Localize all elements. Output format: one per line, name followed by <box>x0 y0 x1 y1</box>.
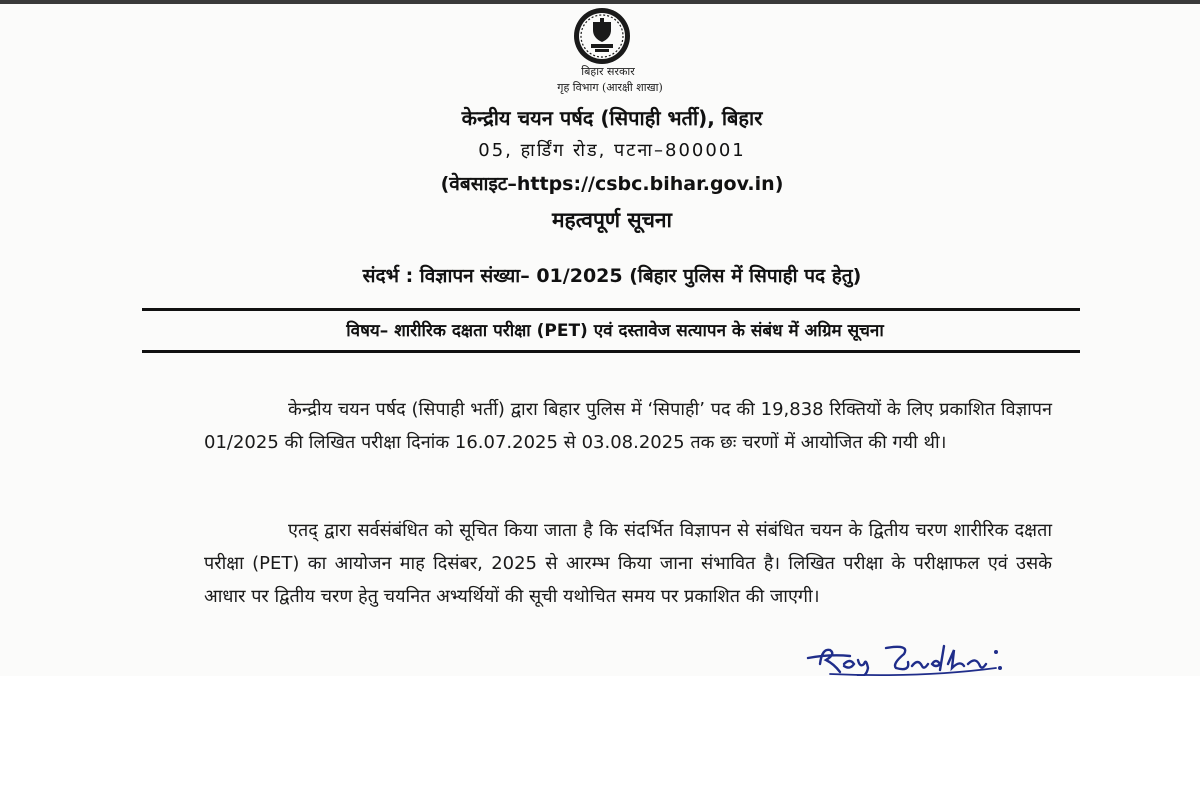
website-line: (वेबसाइट–https://csbc.bihar.gov.in) <box>440 173 784 195</box>
subject-line: विषय– शारीरिक दक्षता परीक्षा (PET) एवं दस्तावेज सत्यापन के संबंध में अग्रिम सूचना <box>346 321 884 341</box>
notice-title: महत्वपूर्ण सूचना <box>552 208 672 232</box>
body-paragraph-2 <box>204 514 1052 613</box>
bihar-govt-emblem-icon <box>571 6 633 66</box>
organization-name: केन्द्रीय चयन पर्षद (सिपाही भर्ती), बिहार <box>461 106 763 130</box>
handwritten-signature <box>800 634 1040 680</box>
office-address: 05, हार्डिंग रोड, पटना–800001 <box>478 140 746 161</box>
blank-area <box>0 676 1200 794</box>
government-name: बिहार सरकार <box>581 65 635 78</box>
subject-top-rule <box>142 308 1080 311</box>
subject-bottom-rule <box>142 350 1080 353</box>
body-paragraph-1 <box>204 393 1052 459</box>
paragraph-2-text: एतद् द्वारा सर्वसंबंधित को सूचित किया जाता है कि संदर्भित विज्ञापन से संबंधित चयन के द्वितीय चरण शारीरिक दक्षता परीक्षा (PET) का आयोजन माह दिसंबर, 2025 से आरम्भ किया जाना संभावित है। लिखित परीक्षा के परीक्षाफल एवं उसके आधार पर द्वितीय चरण हेतु चयनित अभ्यर्थियों की सूची यथोचित समय पर प्रकाशित की जाएगी। <box>204 520 1052 607</box>
paragraph-1-text: केन्द्रीय चयन पर्षद (सिपाही भर्ती) द्वारा बिहार पुलिस में ‘सिपाही’ पद की 19,838 रिक्तियों के लिए प्रकाशित विज्ञापन 01/2025 की लिखित परीक्षा दिनांक 16.07.2025 से 03.08.2025 तक छः चरणों में आयोजित की गयी थी। <box>204 399 1052 453</box>
notice-document <box>0 4 1200 676</box>
reference-line: संदर्भ : विज्ञापन संख्या– 01/2025 (बिहार पुलिस में सिपाही पद हेतु) <box>362 265 862 287</box>
department-name: गृह विभाग (आरक्षी शाखा) <box>557 81 663 94</box>
